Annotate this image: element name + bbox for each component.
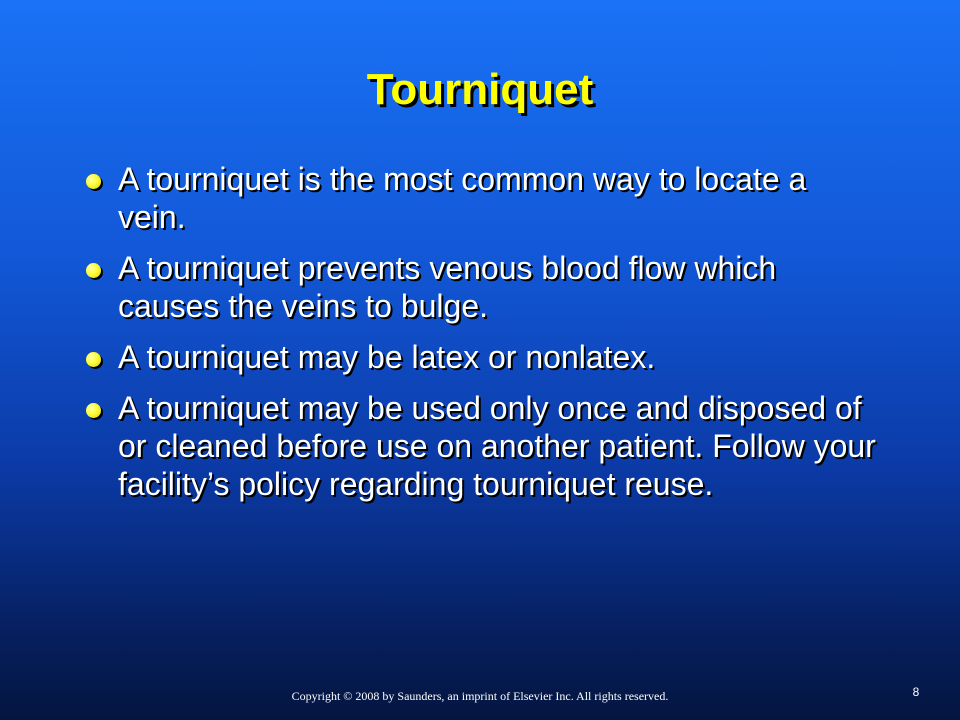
copyright-footer: Copyright © 2008 by Saunders, an imprint of Elsevier Inc. All rights reserved. [291,689,669,703]
bullet-text: A tourniquet may be used only once and disposed of or cleaned before use on another patient. Follow your facility’s policy regarding tourniquet reuse. [118,390,876,502]
slide-title: Tourniquet [366,65,594,114]
yellow-dot-icon [86,352,101,367]
yellow-dot-icon [86,174,101,189]
list-item [82,160,882,236]
page-number: 8 [912,685,920,699]
bullet-text: A tourniquet may be latex or nonlatex. [118,339,656,375]
bullet-list [82,160,882,516]
list-item [82,338,882,376]
yellow-dot-icon [86,403,101,418]
bullet-text: A tourniquet is the most common way to locate a vein. [118,161,807,235]
list-item [82,249,882,325]
list-item [82,389,882,503]
yellow-dot-icon [86,263,101,278]
bullet-text: A tourniquet prevents venous blood flow which causes the veins to bulge. [118,250,777,324]
